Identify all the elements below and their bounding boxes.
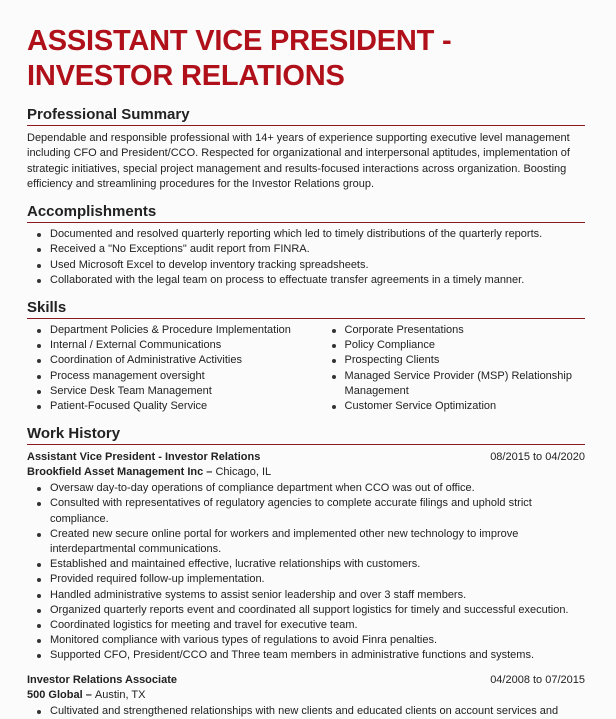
skill-item: Service Desk Team Management — [36, 384, 322, 399]
skill-item: Patient-Focused Quality Service — [36, 399, 322, 414]
accomplishment-item: Collaborated with the legal team on process to effectuate transfer agreements in a timely manner. — [36, 273, 585, 288]
job-title: Investor Relations Associate — [27, 673, 177, 686]
job-bullet: Provided required follow-up implementation. — [36, 572, 585, 587]
skills-grid — [27, 323, 585, 414]
job-header — [27, 450, 585, 465]
skill-item: Coordination of Administrative Activities — [36, 353, 322, 368]
company-separator: – — [82, 688, 95, 701]
job-entry — [27, 673, 585, 719]
skills-column-2 — [322, 323, 585, 414]
accomplishment-item: Used Microsoft Excel to develop inventory tracking spreadsheets. — [36, 258, 585, 273]
job-header — [27, 673, 585, 688]
work-history-section — [27, 425, 585, 719]
resume-title — [27, 0, 585, 94]
resume-title-line-1: ASSISTANT VICE PRESIDENT - — [27, 25, 452, 57]
job-bullet: Established and maintained effective, lucrative relationships with customers. — [36, 557, 585, 572]
accomplishments-list — [27, 227, 585, 288]
skill-item: Corporate Presentations — [331, 323, 585, 338]
skill-item: Internal / External Communications — [36, 338, 322, 353]
section-title-accomplishments: Accomplishments — [27, 203, 585, 223]
company-name: 500 Global — [27, 688, 83, 701]
company-name: Brookfield Asset Management Inc — [27, 466, 204, 479]
section-title-professional-summary: Professional Summary — [27, 106, 585, 126]
job-bullets — [27, 704, 585, 719]
professional-summary-section — [27, 106, 585, 192]
job-bullet: Coordinated logistics for meeting and travel for executive team. — [36, 618, 585, 633]
job-bullet: Oversaw day-to-day operations of compliance department when CCO was out of office. — [36, 481, 585, 496]
job-bullet: Created new secure online portal for workers and implemented other new technology to improve interdepartmental communications. — [36, 527, 585, 557]
skill-item: Process management oversight — [36, 369, 322, 384]
accomplishment-item: Documented and resolved quarterly reporting which led to timely distributions of the quarterly reports. — [36, 227, 585, 242]
resume-title-line-2: INVESTOR RELATIONS — [27, 60, 345, 92]
job-title: Assistant Vice President - Investor Relations — [27, 451, 261, 464]
job-bullet: Consulted with representatives of regulatory agencies to complete accurate filings and uphold strict compliance. — [36, 496, 585, 526]
job-location: Austin, TX — [94, 688, 146, 701]
accomplishment-item: Received a "No Exceptions" audit report from FINRA. — [36, 242, 585, 257]
skills-section — [27, 299, 585, 414]
skills-column-1 — [27, 323, 322, 414]
job-bullet: Organized quarterly reports event and coordinated all support logistics for timely and successful execution. — [36, 603, 585, 618]
accomplishments-section — [27, 203, 585, 288]
job-bullet: Supported CFO, President/CCO and Three team members in administrative functions and systems. — [36, 648, 585, 663]
professional-summary-text: Dependable and responsible professional with 14+ years of experience supporting executive level management including CFO and President/CCO. Respected for organizational and interpersonal aptitudes, implementation of strategic initiatives, special project management and results-focused interactions across organization. Boosting efficiency and streamlining procedures for the Investor Relations group. — [27, 132, 570, 190]
job-dates: 04/2008 to 07/2015 — [490, 673, 585, 686]
job-bullet: Handled administrative systems to assist senior leadership and over 3 staff members. — [36, 588, 585, 603]
job-company-line — [27, 688, 585, 703]
job-location: Chicago, IL — [215, 466, 272, 479]
section-title-work-history: Work History — [27, 425, 585, 445]
skill-item: Customer Service Optimization — [331, 399, 585, 414]
section-title-skills: Skills — [27, 299, 585, 319]
job-bullet: Cultivated and strengthened relationships with new clients and educated clients on account services and — [36, 704, 585, 719]
skill-item: Managed Service Provider (MSP) Relationship Management — [331, 369, 585, 399]
skill-item: Prospecting Clients — [331, 353, 585, 368]
job-bullets — [27, 481, 585, 663]
skill-item: Department Policies & Procedure Implementation — [36, 323, 322, 338]
job-dates: 08/2015 to 04/2020 — [490, 451, 585, 464]
job-company-line — [27, 465, 585, 480]
job-bullet: Monitored compliance with various types of regulations to avoid Finra penalties. — [36, 633, 585, 648]
company-separator: – — [203, 466, 216, 479]
skill-item: Policy Compliance — [331, 338, 585, 353]
job-entry — [27, 450, 585, 663]
